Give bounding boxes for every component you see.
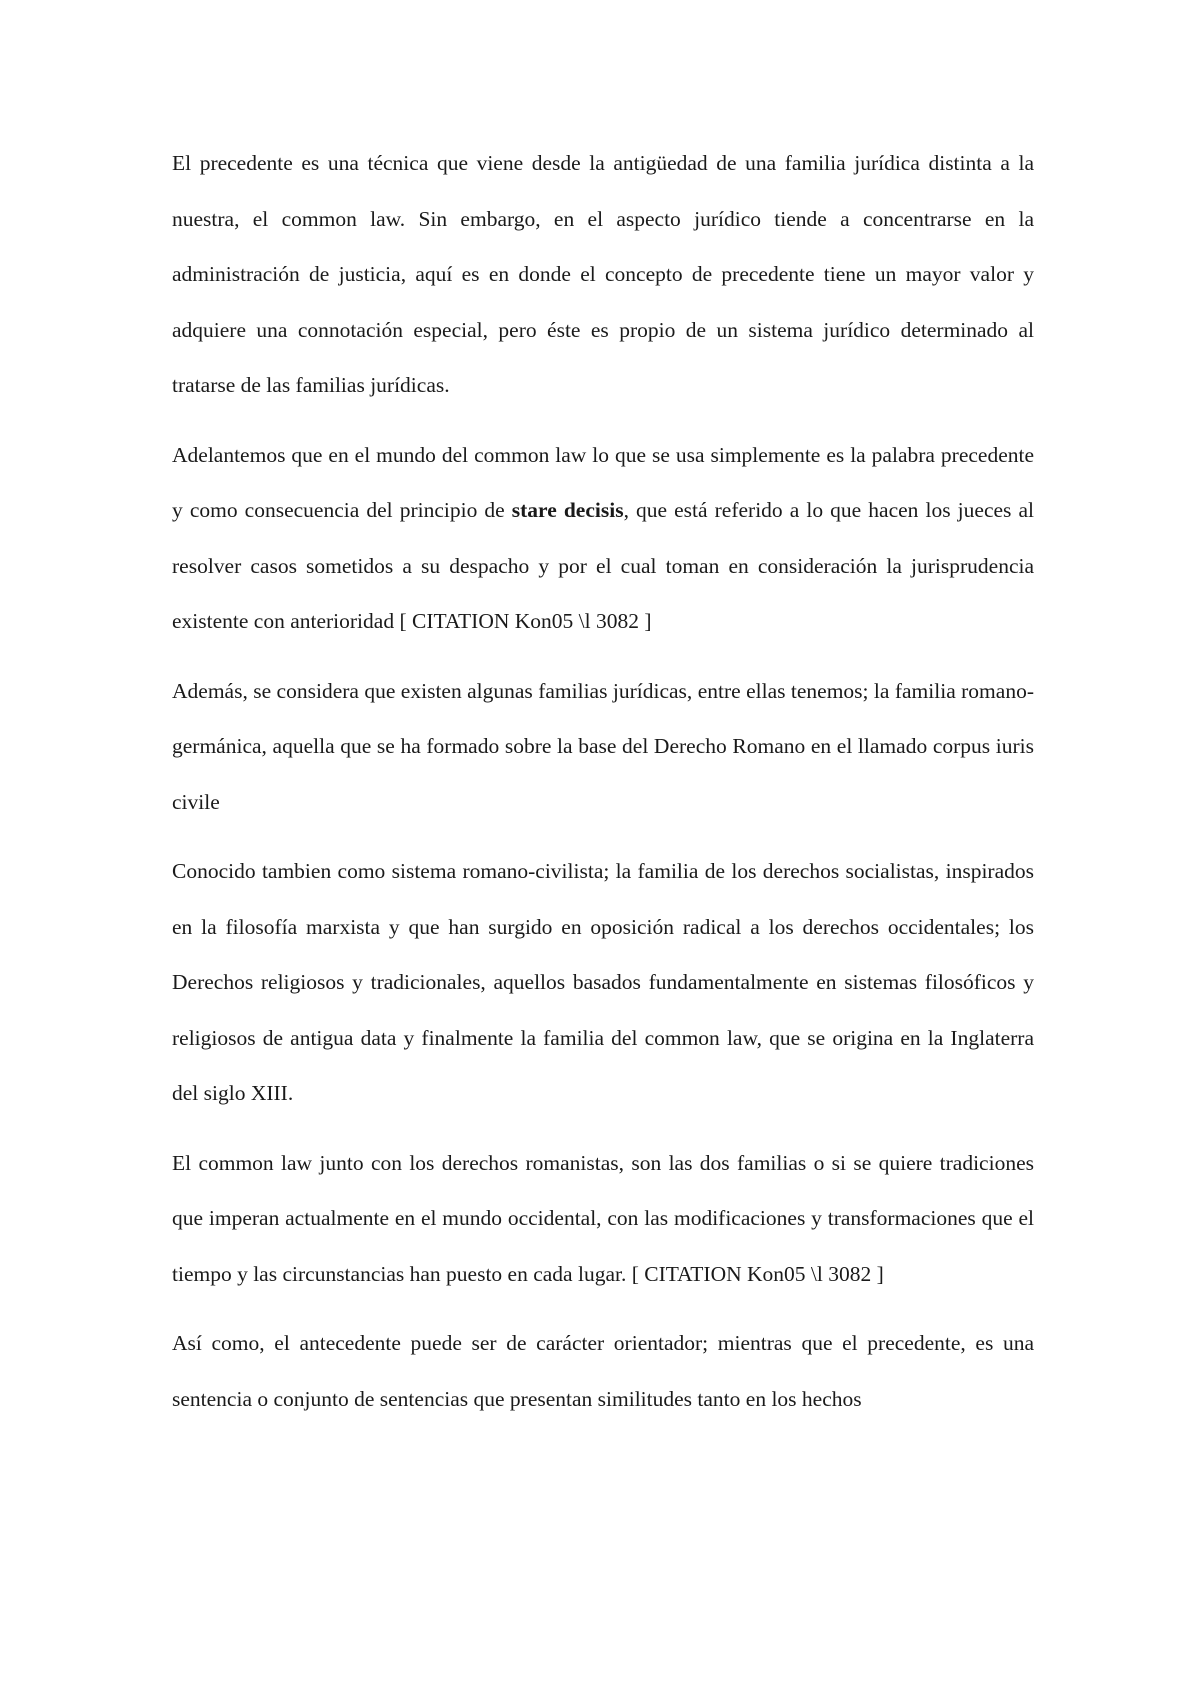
- paragraph-2-text-after: , que está referido a lo que hacen los jueces al resolver casos sometidos a su despacho y por el cual toman en consideración la jurisprudencia existente con anterioridad [ CITATION Kon05 \l 3082 ]: [172, 498, 1034, 633]
- paragraph-4: Conocido tambien como sistema romano-civilista; la familia de los derechos socialistas, inspirados en la filosofía marxista y que han surgido en oposición radical a los derechos occidentales; los Derechos religiosos y tradicionales, aquellos basados fundamentalmente en sistemas filosóficos y religiosos de antigua data y finalmente la familia del common law, que se origina en la Inglaterra del siglo XIII.: [172, 859, 1034, 1105]
- paragraph-2: [172, 428, 1034, 650]
- paragraph-5: El common law junto con los derechos romanistas, son las dos familias o si se quiere tradiciones que imperan actualmente en el mundo occidental, con las modificaciones y transformaciones que el tiempo y las circunstancias han puesto en cada lugar. [ CITATION Kon05 \l 3082 ]: [172, 1150, 1034, 1286]
- paragraph-3: Además, se considera que existen algunas familias jurídicas, entre ellas tenemos; la familia romano-germánica, aquella que se ha formado sobre la base del Derecho Romano en el llamado corpus iuris civile: [172, 678, 1034, 814]
- document-body: [172, 136, 1034, 1427]
- stare-decisis-term: stare decisis: [511, 498, 624, 522]
- paragraph-2-text-before: Adelantemos que en el mundo del common law lo que se usa simplemente es la palabra precedente y como consecuencia del principio de: [172, 442, 1034, 522]
- paragraph-1: El precedente es una técnica que viene desde la antigüedad de una familia jurídica distinta a la nuestra, el common law. Sin embargo, en el aspecto jurídico tiende a concentrarse en la administración de justicia, aquí es en donde el concepto de precedente tiene un mayor valor y adquiere una connotación especial, pero éste es propio de un sistema jurídico determinado al tratarse de las familias jurídicas.: [172, 151, 1034, 397]
- paragraph-6: Así como, el antecedente puede ser de carácter orientador; mientras que el precedente, es una sentencia o conjunto de sentencias que presentan similitudes tanto en los hechos: [172, 1331, 1034, 1411]
